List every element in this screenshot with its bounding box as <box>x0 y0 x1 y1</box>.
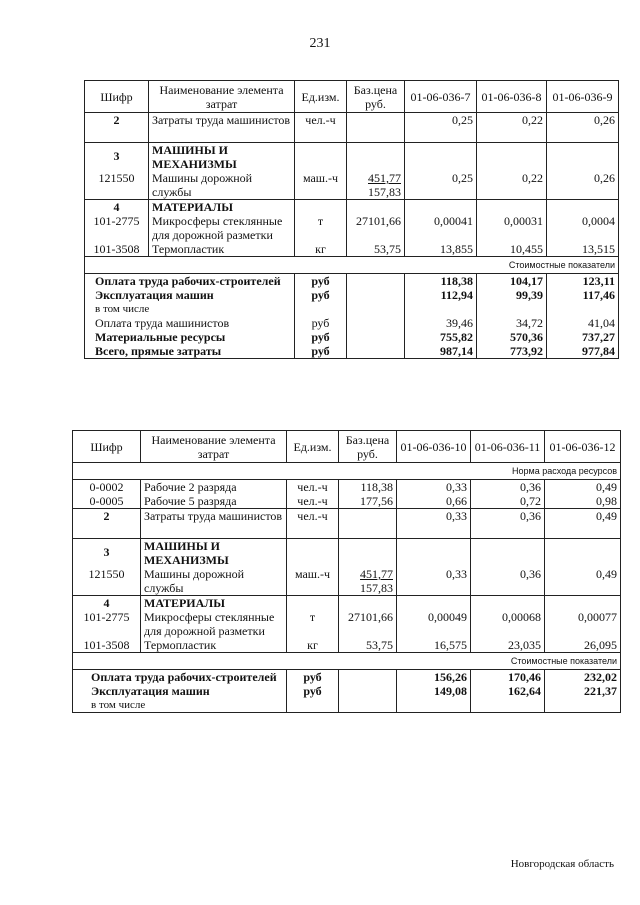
table-row: 2 Затраты труда машинистов чел.-ч 0,25 0,22 0,26 <box>85 113 619 143</box>
section-label: Норма расхода ресурсов <box>73 463 621 480</box>
table-row: Эксплуатация машин в том числе руб 112,94 99,39 117,46 <box>85 288 619 316</box>
table-row: 4 МАТЕРИАЛЫ <box>85 200 619 215</box>
table-row: Оплата труда рабочих-строителей руб 156,26 170,46 232,02 <box>73 670 621 685</box>
table-header: Шифр Наименование элемента затрат Ед.изм. Баз.цена руб. 01-06-036-10 01-06-036-11 01-06-036-12 <box>73 431 621 463</box>
header-col3: 01-06-036-9 <box>547 81 619 113</box>
footer-region: Новгородская область <box>510 858 614 870</box>
header-col1: 01-06-036-7 <box>405 81 477 113</box>
table-row: 2 Затраты труда машинистов чел.-ч 0,33 0,36 0,49 <box>73 509 621 539</box>
header-code: Шифр <box>85 81 149 113</box>
table-row: Оплата труда рабочих-строителей руб 118,38 104,17 123,11 <box>85 274 619 289</box>
table-row: Эксплуатация машин в том числе руб 149,08 162,64 221,37 <box>73 684 621 713</box>
table-row: Всего, прямые затраты руб 987,14 773,92 977,84 <box>85 344 619 359</box>
header-unit: Ед.изм. <box>295 81 347 113</box>
resource-table-1 <box>84 80 619 359</box>
page-number: 231 <box>309 36 331 51</box>
table-row: 3 МАШИНЫ И МЕХАНИЗМЫ <box>73 539 621 568</box>
table-row: 101-3508 Термопластик кг 53,75 13,855 10,455 13,515 <box>85 242 619 257</box>
table-row: Оплата труда машинистов руб 39,46 34,72 41,04 <box>85 316 619 330</box>
table-row: 121550 Машины дорожной службы маш.-ч 451,77 157,83 0,25 0,22 0,26 <box>85 171 619 200</box>
table-header <box>85 81 619 113</box>
section-label: Стоимостные показатели <box>73 653 621 670</box>
header-col2: 01-06-036-8 <box>477 81 547 113</box>
table-row: 4 МАТЕРИАЛЫ <box>73 596 621 611</box>
header-price: Баз.цена руб. <box>347 81 405 113</box>
table-row: Материальные ресурсы руб 755,82 570,36 737,27 <box>85 330 619 344</box>
header-name: Наименование элемента затрат <box>149 81 295 113</box>
table-row: 121550 Машины дорожной службы маш.-ч 451,77 157,83 0,33 0,36 0,49 <box>73 567 621 596</box>
table-row: 3 МАШИНЫ И МЕХАНИЗМЫ <box>85 143 619 172</box>
section-label: Стоимостные показатели <box>85 257 619 274</box>
table-row: 0-0005 Рабочие 5 разряда чел.-ч 177,56 0,66 0,72 0,98 <box>73 494 621 509</box>
table-row: 101-2775 Микросферы стеклянные для дорожной разметки т 27101,66 0,00041 0,00031 0,0004 <box>85 214 619 242</box>
table-row: 101-2775 Микросферы стеклянные для дорожной разметки т 27101,66 0,00049 0,00068 0,00077 <box>73 610 621 638</box>
table-row: 0-0002 Рабочие 2 разряда чел.-ч 118,38 0,33 0,36 0,49 <box>73 480 621 495</box>
table-row: 101-3508 Термопластик кг 53,75 16,575 23,035 26,095 <box>73 638 621 653</box>
resource-table-2 <box>72 430 621 713</box>
